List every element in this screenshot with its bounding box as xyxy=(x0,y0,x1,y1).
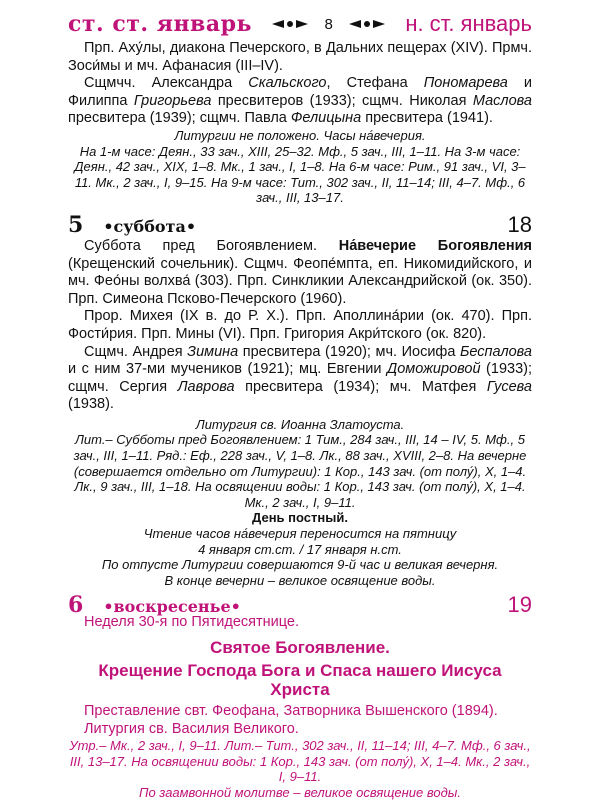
day-5-paragraph-3: Сщмч. Андрея Зимина пресвитера (1920); мч. Иосифа Беспалова и с ним 37-ми мучеников (1921); мц. Евгении Доможировой (1933); сщмч. Сергия Лаврова пресвитера (1934); мч. Матфея Гусева (1938). xyxy=(68,343,532,413)
day-5-note-d: В конце вечерни – великое освящение воды. xyxy=(164,572,436,588)
day-new-date: 19 xyxy=(507,592,532,618)
day-6-week: Неделя 30-я по Пятидесятнице. xyxy=(84,614,300,631)
day-5-note-a: Чтение часов на́вечерия переносится на пятницу xyxy=(143,526,457,542)
prev-day-saints: Прп. Аху́лы, диакона Печерского, в Дальних пещерах (XIV). Прмч. Зоси́мы и мч. Афанасия (III–IV). xyxy=(68,40,532,74)
day-new-date: 18 xyxy=(507,211,532,237)
new-style-month: н. ст. январь xyxy=(405,11,532,36)
feast-subtitle: Крещение Господа Бога и Спаса нашего Иисуса Христа xyxy=(98,661,502,699)
day-5-note-b: 4 января ст.ст. / 17 января н.ст. xyxy=(198,541,402,557)
left-ornament-icon xyxy=(270,19,310,29)
day-weekday: •воскресенье• xyxy=(103,597,241,617)
day-6-liturgy: Литургия св. Василия Великого. xyxy=(84,720,299,737)
day-6-final-note: По заамвонной молитве – великое освящение воды. xyxy=(139,784,461,800)
day-5-paragraph-2: Прор. Михея (IX в. до Р. Х.). Прп. Аполлина́рии (ок. 470). Прп. Фости́рия. Прп. Мины (VI). Прп. Григория Акри́тского (ок. 820). xyxy=(68,308,532,342)
day-5-heading xyxy=(68,212,532,238)
page-number: 8 xyxy=(324,15,333,33)
day-5-readings: Лит.– Субботы пред Богоявлением: 1 Тим., 284 зач., III, 14 – IV, 5. Мф., 5 зач., III, 1–11. Ряд.: Еф., 228 зач., V, 1–8. Лк., 88 зач., XVIII, 2–8. На вечерне (совершается отдельно от Литургии): 1 Кор., 143 зач. (от полу́), X, 1–4. Лк., 9 зач., III, 1–18. На освящении воды: 1 Кор., 143 зач. (от полу́), X, 1–4. Мк., 2 зач., I, 9–11. xyxy=(73,432,527,510)
day-6-readings: Утр.– Мк., 2 зач., I, 9–11. Лит.– Тит., 302 зач., II, 11–14; III, 4–7. Мф., 6 зач., III, 13–17. На освящении воды: 1 Кор., 143 зач. (от полу́), X, 1–4. Мк., 2 зач., I, 9–11. xyxy=(69,738,531,785)
prev-day-martyrs: Сщмчч. Александра Скальского, Стефана Пономарева и Филиппа Григорьева пресвитеров (1933); сщмч. Николая Маслова пресвитера (1939); сщмч. Павла Фелицына пресвитера (1941). xyxy=(68,75,532,127)
day-weekday: •суббота• xyxy=(103,216,197,236)
right-ornament-icon xyxy=(347,19,387,29)
day-number: 5 xyxy=(68,211,84,238)
feast-title: Святое Богоявление. xyxy=(210,638,390,657)
day-6-paragraph-1: Преставление свт. Феофана, Затворника Вышенского (1894). xyxy=(84,703,498,719)
day-5-fast: День постный. xyxy=(252,510,348,526)
day-number: 6 xyxy=(68,592,84,619)
day-5-paragraph-1: Суббота пред Богоявлением. На́вечерие Богоявления (Крещенский сочельник). Сщмч. Феопе́мпта, еп. Никомидийского, и мч. Фео́ны волхва́ (303). Прп. Синкликии Александрийской (ок. 350). Прп. Симеона Псково-Печерского (1960). xyxy=(68,237,532,307)
day-5-note-c: По отпусте Литургии совершаются 9-й час и великая вечерня. xyxy=(101,557,499,573)
day-5-liturgy: Литургия св. Иоанна Златоуста. xyxy=(195,416,405,432)
page-header xyxy=(68,8,532,40)
prev-day-liturgy-note: Литургии не положено. Часы на́вечерия. xyxy=(174,127,426,143)
page-number-group xyxy=(270,16,386,33)
prev-day-hours-readings: На 1-м часе: Деян., 33 зач., XIII, 25–32. Мф., 5 зач., III, 1–11. На 3-м часе: Деян., 42 зач., XIX, 1–8. Мк., 1 зач., I, 1–8. На 6-м часе: Рим., 91 зач., VI, 3–11. Мк., 2 зач., I, 9–15. На 9-м часе: Тит., 302 зач., II, 11–14; III, 4–7. Мф., 6 зач., III, 13–17. xyxy=(74,143,526,206)
old-style-month: ст. ст. январь xyxy=(68,11,252,37)
